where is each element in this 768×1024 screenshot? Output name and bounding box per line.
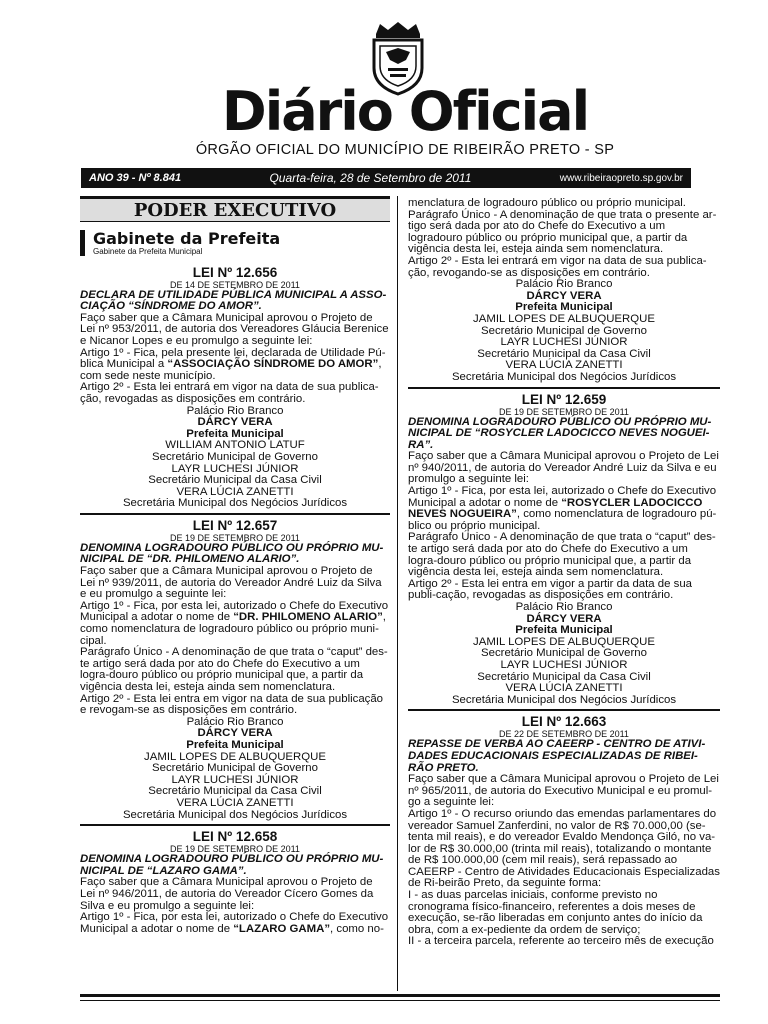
signature-role: Secretário Municipal da Casa Civil	[477, 347, 651, 360]
law-ementa: DECLARA DE UTILIDADE PÚBLICA MUNICIPAL A ASSO-CIAÇÃO “SÍNDROME DO AMOR”.	[80, 288, 387, 313]
signature-name: WILLIAM ANTONIO LATUF	[165, 439, 305, 452]
signature-role: Prefeita Municipal	[186, 738, 284, 751]
signature-name: DÁRCY VERA	[197, 416, 273, 429]
law-date: DE 19 DE SETEMBRO DE 2011	[170, 844, 300, 855]
law-date: DE 22 DE SETEMBRO DE 2011	[499, 729, 629, 740]
law-paragraph: Artigo 2º - Esta lei entra em vigor a partir da data de sua publi-cação, revogadas as disposições em contrário.	[408, 577, 693, 602]
footer-rule-thin	[80, 1000, 720, 1001]
text: , como nomenclatura de logradouro público ou próprio muni-cipal.	[80, 611, 386, 647]
signature-role: Secretária Municipal dos Negócios Jurídicos	[451, 370, 677, 383]
signature-name: LAYR LUCHESI JÚNIOR	[500, 336, 628, 349]
left-column	[80, 196, 390, 935]
law-date: DE 14 DE SETEMBRO DE 2011	[170, 279, 300, 290]
signature-role: Secretário Municipal de Governo	[152, 450, 318, 463]
newspaper-title: Diário Oficial	[221, 80, 589, 143]
signature-name: JAMIL LOPES DE ALBUQUERQUE	[473, 312, 655, 325]
signature-name: DÁRCY VERA	[526, 612, 602, 625]
signature-place: Palácio Rio Branco	[186, 404, 284, 417]
footer-rule	[80, 994, 720, 997]
edition-number: ANO 39 - Nº 8.841	[89, 172, 182, 184]
text: , com sede neste município.	[80, 358, 382, 382]
law-ementa: DENOMINA LOGRADOURO PÚBLICO OU PRÓPRIO MU-NICIPAL DE “DR. PHILOMENO ALARIO”.	[80, 541, 384, 566]
law-paragraph: Parágrafo Único - A denominação de que trata o presente ar-tigo será dada por ato do Chefe do Executivo a um logradouro público ou próprio municipal que, a partir da vigência desta lei, esteja ainda sem nomenclatura.	[408, 208, 717, 256]
signature-name: JAMIL LOPES DE ALBUQUERQUE	[144, 750, 326, 763]
law-paragraph: Parágrafo Único - A denominação de que trata o “caput” des-te artigo será dada por ato do Chefe do Executivo a um logra-douro público ou próprio municipal que, a partir da vigência desta lei, esteja ainda sem nomenclatura.	[408, 531, 716, 579]
signature-role: Secretária Municipal dos Negócios Jurídicos	[451, 693, 677, 706]
law-paragraph: Faço saber que a Câmara Municipal aprovou o Projeto de Lei nº 965/2011, de autoria do Executivo Municipal e eu promul-go a seguinte lei:	[408, 773, 719, 809]
gabinete-title: Gabinete da Prefeita	[93, 228, 281, 248]
law-paragraph	[408, 486, 720, 532]
highlighted-name: “ASSOCIAÇÃO SÍNDROME DO AMOR”	[167, 358, 379, 371]
highlighted-name: “DR. PHILOMENO ALARIO”	[233, 611, 383, 624]
newspaper-subtitle: ÓRGÃO OFICIAL DO MUNICÍPIO DE RIBEIRÃO PRETO - SP	[195, 142, 615, 158]
law-paragraph: Artigo 2º - Esta lei entra em vigor na data de sua publicação e revogam-se as disposições em contrário.	[80, 692, 384, 717]
signature-role: Secretário Municipal de Governo	[152, 762, 318, 775]
highlighted-name: “ROSYCLER LADOCICCO NEVES NOGUEIRA”	[408, 496, 703, 521]
section-title: PODER EXECUTIVO	[80, 196, 390, 222]
edition-date: Quarta-feira, 28 de Setembro de 2011	[269, 171, 472, 185]
signature-role: Prefeita Municipal	[515, 301, 613, 314]
signature-place: Palácio Rio Branco	[515, 601, 613, 613]
signature-role: Prefeita Municipal	[186, 427, 284, 440]
law-paragraph: Faço saber que a Câmara Municipal aprovou o Projeto de Lei nº 940/2011, de autoria do Vereador André Luiz da Silva e eu promulgo a seguinte lei:	[408, 450, 719, 486]
law-paragraph: Parágrafo Único - A denominação de que trata o “caput” des-te artigo será dada por ato do Chefe do Executivo a um logra-douro público ou próprio municipal que, a partir da vigência desta lei, esteja ainda sem nomenclatura.	[80, 646, 388, 693]
law-12656	[80, 262, 390, 510]
signature-name: DÁRCY VERA	[197, 727, 273, 740]
law-12657	[80, 513, 390, 821]
law-date: DE 19 DE SETEMBRO DE 2011	[499, 406, 629, 417]
signature-name: VERA LÚCIA ZANETTI	[176, 796, 294, 809]
law-12663	[408, 709, 720, 948]
law-date: DE 19 DE SETEMBRO DE 2011	[170, 532, 300, 543]
signature-role: Prefeita Municipal	[515, 624, 613, 637]
signature-name: VERA LÚCIA ZANETTI	[176, 485, 294, 498]
signature-role: Secretário Municipal de Governo	[481, 324, 647, 337]
law-12659	[408, 387, 720, 707]
signature-name: VERA LÚCIA ZANETTI	[505, 359, 623, 372]
law-paragraph: Artigo 1º - O recurso oriundo das emendas parlamentares do vereador Samuel Zanferdini, no valor de R$ 70.000,00 (se-tenta mil reais), e do vereador Evaldo Mendonça Giló, no va-lor de R$ 30.000,00 (trinta mil reais), totalizando o montante de R$ 100.000,00 (cem mil reais), será repassado ao CAEERP - Centro de Atividades Educacionais Especializadas de Ri-beirão Preto, da seguinte forma:	[408, 807, 720, 890]
text: , como nomenclatura de logradouro pú-blico ou próprio municipal.	[408, 508, 717, 532]
signature-role: Secretário Municipal da Casa Civil	[148, 785, 322, 798]
law-paragraph: I - as duas parcelas iniciais, conforme previsto no cronograma físico-financeiro, referentes a dois meses de execução, se-rão liberadas em conjunto antes do início da obra, com a ex-pediente da ordem de serviço;	[408, 889, 703, 936]
law-paragraph: Faço saber que a Câmara Municipal aprovou o Projeto de Lei nº 946/2011, de autoria do Vereador Cícero Gomes da Silva e eu promulgo a seguinte lei:	[80, 876, 374, 912]
law-paragraph: Faço saber que a Câmara Municipal aprovou o Projeto de Lei nº 939/2011, de autoria do Vereador André Luiz da Silva e eu promulgo a seguinte lei:	[80, 565, 382, 601]
law-heading: LEI Nº 12.663	[408, 709, 720, 729]
website-link[interactable]: www.ribeiraopreto.sp.gov.br	[559, 172, 683, 184]
law-heading: LEI Nº 12.659	[408, 387, 720, 407]
law-paragraph: II - a terceira parcela, referente ao terceiro mês de execução	[408, 935, 714, 948]
law-paragraph: Artigo 2º - Esta lei entrará em vigor na data de sua publica-ção, revogando-se as disposições em contrário.	[408, 254, 707, 279]
law-paragraph: Artigo 2º - Esta lei entrará em vigor na data de sua publica-ção, revogadas as disposições em contrário.	[80, 381, 379, 405]
signature-name: LAYR LUCHESI JÚNIOR	[500, 658, 628, 671]
signature-role: Secretária Municipal dos Negócios Jurídicos	[122, 497, 348, 510]
signature-name: DÁRCY VERA	[526, 289, 602, 302]
signature-place: Palácio Rio Branco	[515, 278, 613, 291]
text: , como no-	[330, 922, 384, 935]
law-paragraph	[80, 601, 390, 647]
law-ementa: DENOMINA LOGRADOURO PÚBLICO OU PRÓPRIO MU-NICIPAL DE “ROSYCLER LADOCICCO NEVES NOGUEI-RA”.	[408, 415, 712, 451]
law-paragraph	[80, 912, 390, 935]
highlighted-name: “LAZARO GAMA”	[233, 922, 331, 935]
signature-role: Secretária Municipal dos Negócios Jurídicos	[122, 808, 348, 821]
column-divider	[397, 196, 398, 991]
signature-role: Secretário Municipal da Casa Civil	[477, 670, 651, 683]
signature-role: Secretário Municipal de Governo	[481, 647, 647, 660]
law-ementa: REPASSE DE VERBA AO CAEERP - CENTRO DE ATIVI-DADES EDUCACIONAIS ESPECIALIZADAS DE RIBEI-RÃO PRETO.	[408, 738, 706, 774]
law-12658-continuation	[408, 198, 720, 384]
gabinete-header	[80, 230, 390, 256]
right-column	[408, 198, 720, 948]
signature-place: Palácio Rio Branco	[186, 715, 284, 728]
law-heading: LEI Nº 12.656	[192, 264, 278, 280]
text: Artigo 1º - Fica, pela presente lei, declarada de Utilidade Pú-blica Municipal a	[80, 346, 386, 371]
law-paragraph: Faço saber que a Câmara Municipal aprovou o Projeto de Lei nº 953/2011, de autoria dos Vereadores Gláucia Berenice e Nicanor Lopes e eu promulgo a seguinte lei:	[80, 311, 389, 347]
edition-bar	[81, 168, 691, 188]
signature-name: JAMIL LOPES DE ALBUQUERQUE	[473, 635, 655, 648]
signature-name: LAYR LUCHESI JÚNIOR	[171, 773, 299, 786]
gabinete-subtitle: Gabinete da Prefeita Municipal	[93, 246, 203, 256]
text: Artigo 1º - Fica, por esta lei, autorizado o Chefe do Executivo Municipal a adotar o nome de	[80, 599, 389, 624]
law-ementa: DENOMINA LOGRADOURO PÚBLICO OU PRÓPRIO MU-NICIPAL DE “LAZARO GAMA”.	[80, 853, 384, 877]
law-paragraph	[80, 348, 390, 383]
signature-role: Secretário Municipal da Casa Civil	[148, 474, 322, 487]
law-paragraph: menclatura de logradouro público ou próprio municipal.	[408, 197, 686, 209]
signature-name: LAYR LUCHESI JÚNIOR	[171, 462, 299, 475]
text: Artigo 1º - Fica, por esta lei, autorizado o Chefe do Executivo Municipal a adotar o nome de	[408, 485, 717, 509]
law-heading: LEI Nº 12.658	[80, 824, 390, 844]
text: Artigo 1º - Fica, por esta lei, autorizado o Chefe do Executivo Municipal a adotar o nome de	[80, 911, 389, 935]
signature-name: VERA LÚCIA ZANETTI	[505, 682, 623, 695]
law-12658	[80, 824, 390, 935]
law-heading: LEI Nº 12.657	[80, 513, 390, 533]
